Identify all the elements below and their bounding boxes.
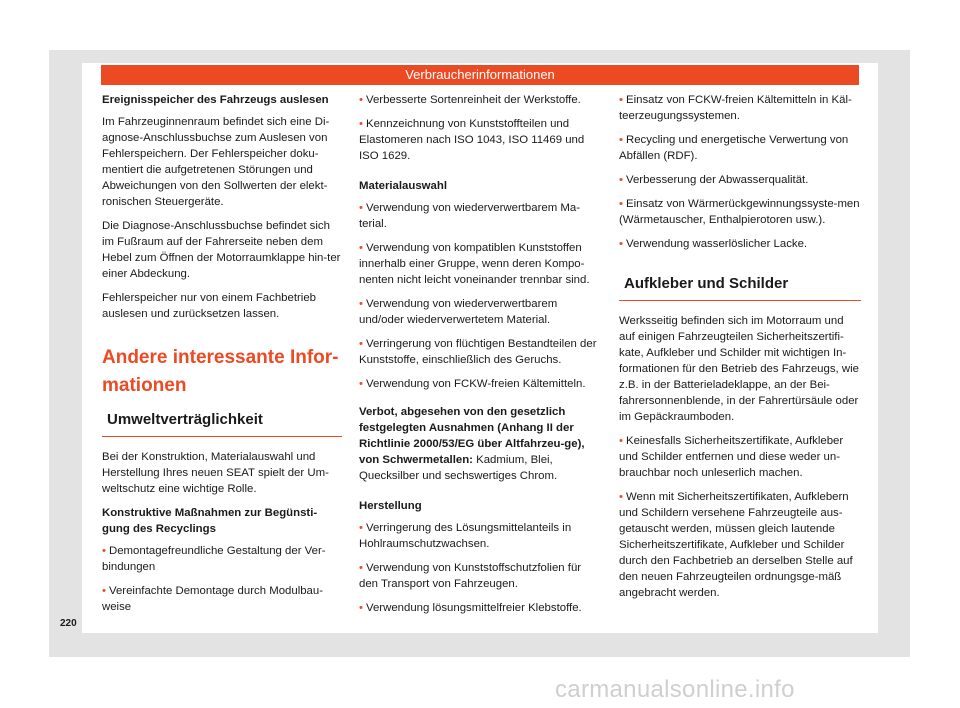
bullet-icon: • <box>619 491 623 503</box>
bullet-item: • Wenn mit Sicherheitszertifikaten, Aufklebern und Schildern versehene Fahrzeugteile aus-getauscht werden, müssen gleich lautende Sicherheitszertifikate, Aufkleber und Schilder durch den Fachbetrieb an derselben Stelle auf den neuen Fahrzeugteilen ordnungsge-mäß angebracht werden. <box>619 491 853 599</box>
bullet-icon: • <box>359 242 363 254</box>
bullet-icon: • <box>359 94 363 106</box>
bullet-icon: • <box>359 602 363 614</box>
watermark: carmanualsonline.info <box>555 676 795 703</box>
heading-materialauswahl: Materialauswahl <box>359 180 447 192</box>
bullet-icon: • <box>102 585 106 597</box>
paragraph: Die Diagnose-Anschlussbuchse befindet sich im Fußraum auf der Fahrerseite neben dem Hebel zum Öffnen der Motorraumklappe hin-ter einer Abdeckung. <box>102 220 341 280</box>
bullet-icon: • <box>619 94 623 106</box>
bullet-item: • Demontagefreundliche Gestaltung der Ver-bindungen <box>102 545 326 573</box>
bullet-icon: • <box>359 298 363 310</box>
heading-herstellung: Herstellung <box>359 500 422 512</box>
bullet-icon: • <box>359 378 363 390</box>
bullet-item: • Verwendung von Kunststoffschutzfolien für den Transport von Fahrzeugen. <box>359 562 582 590</box>
bullet-icon: • <box>619 174 623 186</box>
heading-aufkleber-schilder: Aufkleber und Schilder <box>619 274 861 301</box>
bullet-icon: • <box>619 198 623 210</box>
bullet-item: • Verbesserung der Abwasserqualität. <box>619 174 809 186</box>
bullet-icon: • <box>359 522 363 534</box>
paragraph: Fehlerspeicher nur von einem Fachbetrieb auslesen und zurücksetzen lassen. <box>102 292 317 320</box>
bullet-icon: • <box>619 134 623 146</box>
page-number: 220 <box>60 618 77 629</box>
section-header: Verbraucherinformationen <box>101 65 859 85</box>
bullet-item: • Einsatz von FCKW-freien Kältemitteln in Käl-teerzeugungssystemen. <box>619 94 852 122</box>
column-3 <box>619 92 861 609</box>
bullet-icon: • <box>619 435 623 447</box>
bullet-item: • Verwendung von FCKW-freien Kältemitteln. <box>359 378 586 390</box>
bullet-item: • Vereinfachte Demontage durch Modulbau-weise <box>102 585 324 613</box>
bullet-item: • Verringerung des Lösungsmittelanteils in Hohlraumschutzwachsen. <box>359 522 572 550</box>
paragraph-schwermetalle: Verbot, abgesehen von den gesetzlich festgelegten Ausnahmen (Anhang II der Richtlinie 2000/53/EG über Altfahrzeu-ge), von Schwermetallen: Kadmium, Blei, Quecksilber und sechswertiges Chrom. <box>359 406 585 482</box>
bullet-icon: • <box>102 545 106 557</box>
heading-ereignisspeicher: Ereignisspeicher des Fahrzeugs auslesen <box>102 94 329 106</box>
paragraph: Bei der Konstruktion, Materialauswahl und Herstellung Ihres neuen SEAT spielt der Um-weltschutz eine wichtige Rolle. <box>102 451 329 495</box>
bullet-icon: • <box>359 202 363 214</box>
bullet-item: • Verwendung von kompatiblen Kunststoffen innerhalb einer Gruppe, wenn deren Kompo-nenten nicht leicht voneinander trennbar sind. <box>359 242 590 286</box>
heading-andere-informationen: Andere interessante Infor-mationen <box>102 347 339 396</box>
bullet-item: • Verringerung von flüchtigen Bestandteilen der Kunststoffe, einschließlich des Geruchs. <box>359 338 597 366</box>
bullet-icon: • <box>619 238 623 250</box>
bullet-item: • Keinesfalls Sicherheitszertifikate, Aufkleber und Schilder entfernen und diese weder un-brauchbar noch unleserlich machen. <box>619 435 844 479</box>
column-1 <box>102 92 342 623</box>
bullet-item: • Verwendung lösungsmittelfreier Klebstoffe. <box>359 602 582 614</box>
bullet-item: • Verwendung wasserlöslicher Lacke. <box>619 238 808 250</box>
bullet-item: • Verwendung von wiederverwertbarem Ma-terial. <box>359 202 580 230</box>
bullet-item: • Verwendung von wiederverwertbarem und/oder wiederverwertetem Material. <box>359 298 558 326</box>
heading-umweltvertraeglichkeit: Umweltverträglichkeit <box>102 410 342 437</box>
bullet-icon: • <box>359 338 363 350</box>
heading-recycling: Konstruktive Maßnahmen zur Begünsti-gung des Recyclings <box>102 507 318 535</box>
bullet-icon: • <box>359 562 363 574</box>
bullet-item: • Kennzeichnung von Kunststoffteilen und Elastomeren nach ISO 1043, ISO 11469 und ISO 1629. <box>359 118 585 162</box>
bullet-item: • Einsatz von Wärmerückgewinnungssyste-men (Wärmetauscher, Enthalpierotoren usw.). <box>619 198 860 226</box>
paragraph: Werksseitig befinden sich im Motorraum und auf einigen Fahrzeugteilen Sicherheitszertifi-kate, Aufkleber und Schilder mit wichtigen In-formationen für den Betrieb des Fahrzeugs, wie z.B. in der Batterieladeklappe, an der Bei-fahrersonnenblende, in der Fahrertürsäule oder im Gepäckraumboden. <box>619 315 859 423</box>
paragraph: Im Fahrzeuginnenraum befindet sich eine Di-agnose-Anschlussbuchse zum Auslesen von Fehlerspeichern. Der Fehlerspeicher doku-mentiert die aufgetretenen Störungen und Abweichungen von den Sollwerten der elekt-ronischen Steuergeräte. <box>102 116 330 208</box>
column-2 <box>359 92 600 624</box>
bullet-item: • Recycling und energetische Verwertung von Abfällen (RDF). <box>619 134 849 162</box>
bullet-icon: • <box>359 118 363 130</box>
bullet-item: • Verbesserte Sortenreinheit der Werkstoffe. <box>359 94 581 106</box>
